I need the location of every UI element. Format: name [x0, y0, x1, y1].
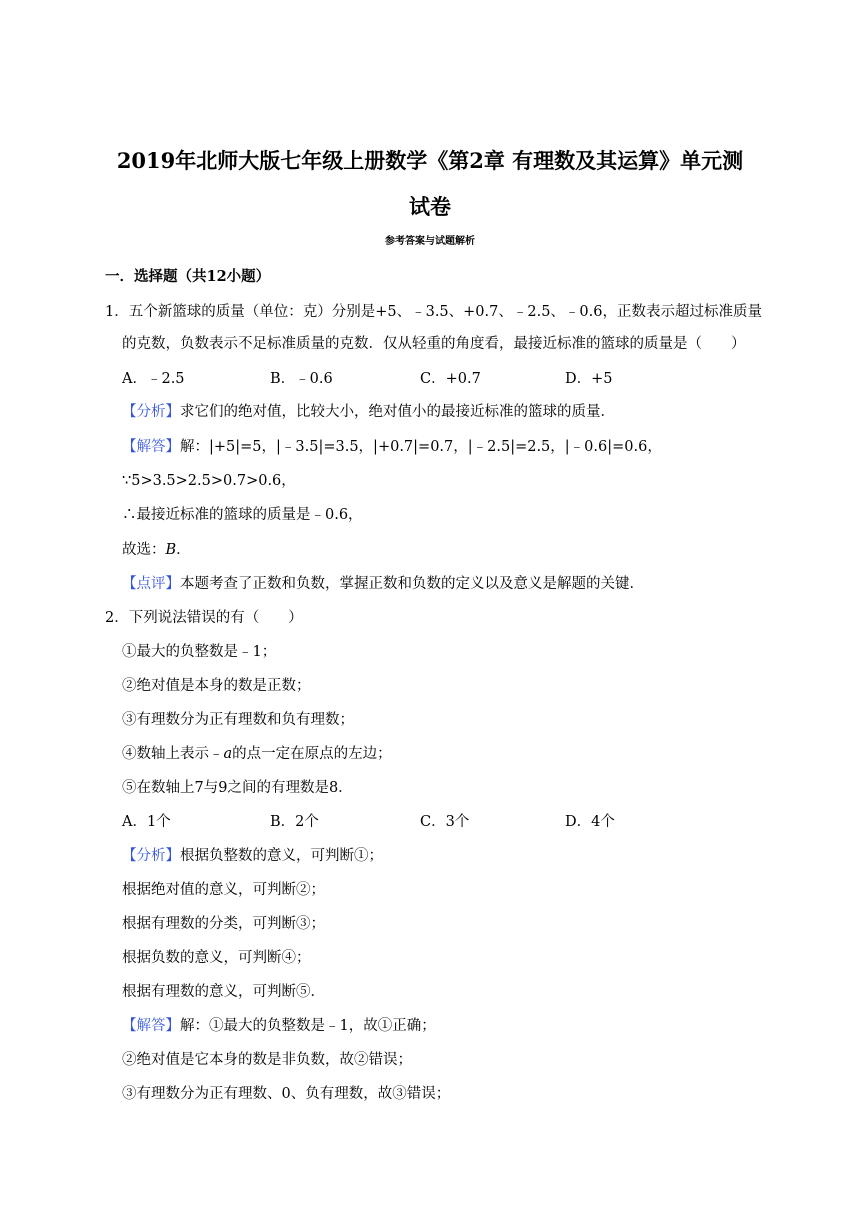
- q2-analysis-line-3: 根据有理数的分类，可判断③；: [122, 916, 325, 932]
- q2-analysis-line-2: 根据绝对值的意义，可判断②；: [122, 882, 325, 898]
- q1-choice-letter: B: [165, 542, 177, 558]
- q1-option-d: D．+5: [565, 371, 613, 387]
- q2-statement-4-var: a: [223, 746, 233, 762]
- q1-stem-line2: 的克数，负数表示不足标准质量的克数．仅从轻重的角度看，最接近标准的篮球的质量是（ ）: [122, 336, 746, 352]
- q2-analysis: [122, 849, 383, 864]
- q2-solution: [122, 1019, 436, 1034]
- q2-statement-3: ③有理数分为正有理数和负有理数；: [122, 712, 354, 728]
- q2-statement-1: ①最大的负整数是﹣1；: [122, 644, 277, 660]
- q2-statement-5: ⑤在数轴上7与9之间的有理数是8．: [122, 780, 353, 796]
- q1-solution-tag: 【解答】: [122, 439, 180, 455]
- q1-option-a: A．﹣2.5: [122, 371, 185, 387]
- q2-option-b: B．2个: [270, 814, 319, 830]
- q2-solution-line-1: 解：①最大的负整数是﹣1，故①正确；: [180, 1018, 436, 1034]
- q2-statement-4: [122, 747, 392, 762]
- q1-analysis-text: 求它们的绝对值，比较大小，绝对值小的最接近标准的篮球的质量．: [180, 404, 615, 420]
- q2-stem: 2．下列说法错误的有（ ）: [105, 610, 303, 626]
- section-heading: 一．选择题（共12小题）: [105, 268, 271, 285]
- q1-analysis: [122, 405, 615, 420]
- q1-solution-text: 解：|+5|=5，|﹣3.5|=3.5，|+0.7|=0.7，|﹣2.5|=2.5，|﹣0.6|=0.6，: [180, 439, 662, 455]
- q1-option-b: B．﹣0.6: [270, 371, 333, 387]
- q1-stem-line1: 1．五个新篮球的质量（单位：克）分别是+5、﹣3.5、+0.7、﹣2.5、﹣0.6，正数表示超过标准质量: [105, 304, 762, 320]
- q1-solution: [122, 440, 662, 455]
- q1-option-c: C．+0.7: [420, 371, 481, 387]
- q1-comment: [122, 577, 644, 592]
- q1-choice: [122, 543, 191, 558]
- q1-because-line: ∵5>3.5>2.5>0.7>0.6，: [122, 473, 296, 489]
- q2-option-d: D．4个: [565, 814, 615, 830]
- q2-analysis-tag: 【分析】: [122, 848, 180, 864]
- q2-analysis-line-1: 根据负整数的意义，可判断①；: [180, 848, 383, 864]
- q1-therefore-line: ∴最接近标准的篮球的质量是﹣0.6，: [122, 507, 363, 523]
- q1-comment-tag: 【点评】: [122, 576, 180, 592]
- document-subtitle: 参考答案与试题解析: [385, 236, 475, 247]
- q1-analysis-tag: 【分析】: [122, 404, 180, 420]
- q2-analysis-line-4: 根据负数的意义，可判断④；: [122, 950, 311, 966]
- q2-statement-4-prefix: ④数轴上表示﹣: [122, 746, 224, 762]
- q1-choice-suffix: ．: [176, 542, 191, 558]
- q1-choice-prefix: 故选：: [122, 542, 166, 558]
- q2-solution-line-2: ②绝对值是它本身的数是非负数，故②错误；: [122, 1052, 412, 1068]
- q2-statement-4-suffix: 的点一定在原点的左边；: [232, 746, 392, 762]
- document-title-line2: 试卷: [409, 194, 451, 219]
- q2-option-c: C．3个: [420, 814, 470, 830]
- document-title-line1: 2019年北师大版七年级上册数学《第2章 有理数及其运算》单元测: [116, 148, 744, 173]
- q2-solution-line-3: ③有理数分为正有理数、0、负有理数，故③错误；: [122, 1086, 451, 1102]
- q2-option-a: A．1个: [122, 814, 171, 830]
- q1-comment-text: 本题考查了正数和负数，掌握正数和负数的定义以及意义是解题的关键．: [180, 576, 644, 592]
- q2-solution-tag: 【解答】: [122, 1018, 180, 1034]
- q2-statement-2: ②绝对值是本身的数是正数；: [122, 678, 311, 694]
- q2-analysis-line-5: 根据有理数的意义，可判断⑤．: [122, 984, 325, 1000]
